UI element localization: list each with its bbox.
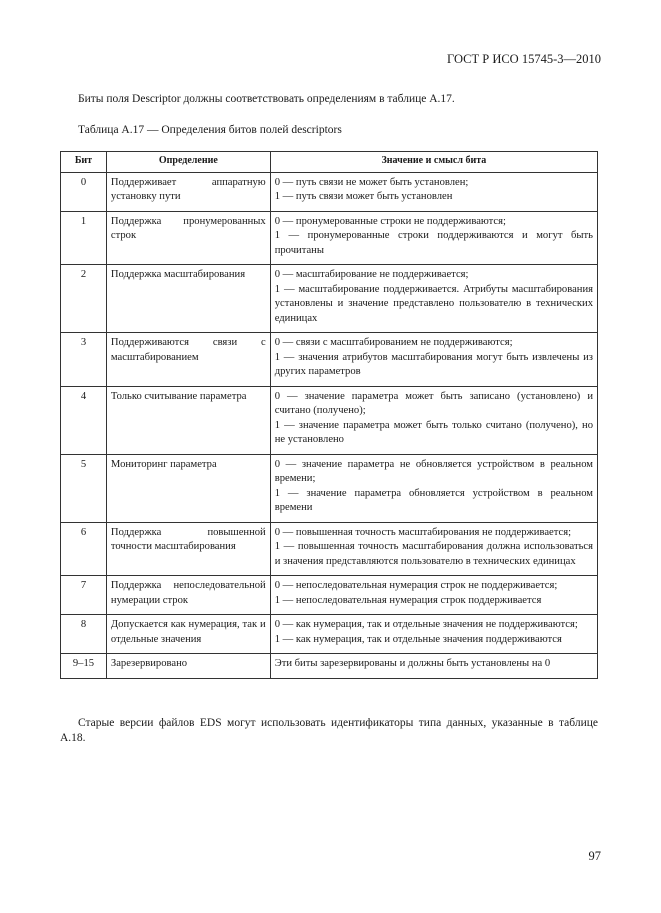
definition-cell: Поддержка непоследовательной нумерации строк: [106, 576, 270, 615]
meaning-line: 0 — связи с масштабированием не поддерживаются;: [274, 337, 513, 348]
table-caption: Таблица А.17 — Определения битов полей descriptors: [78, 124, 342, 136]
meaning-cell: [270, 386, 597, 454]
meaning-line: 1 — как нумерация, так и отдельные значения поддерживаются: [274, 633, 562, 645]
meaning-line: 1 — значение параметра обновляется устройством в реальном времени: [274, 487, 593, 513]
meaning-cell: [270, 333, 597, 387]
bit-cell: 7: [61, 576, 107, 615]
table-row: [61, 615, 598, 654]
meaning-cell: [270, 265, 597, 333]
meaning-cell: [270, 615, 597, 654]
meaning-line: 0 — повышенная точность масштабирования не поддерживается;: [274, 526, 572, 538]
column-header-meaning: Значение и смысл бита: [270, 152, 597, 173]
meaning-cell: [270, 454, 597, 522]
bit-definitions-table: [60, 151, 598, 679]
meaning-line: 0 — как нумерация, так и отдельные значения не поддерживаются;: [274, 619, 578, 630]
bit-cell: 3: [61, 333, 107, 387]
meaning-line: Эти биты зарезервированы и должны быть установлены на 0: [274, 658, 551, 669]
bit-cell: 4: [61, 386, 107, 454]
table-header-row: [61, 152, 598, 173]
table-row: [61, 454, 598, 522]
table-row: [61, 386, 598, 454]
definition-cell: Поддержка повышенной точности масштабирования: [106, 522, 270, 576]
definition-cell: Мониторинг параметра: [106, 454, 270, 522]
definition-cell: Допускается как нумерация, так и отдельные значения: [106, 615, 270, 654]
intro-paragraph: Биты поля Descriptor должны соответствовать определениям в таблице А.17.: [78, 93, 455, 105]
meaning-cell: [270, 211, 597, 265]
meaning-line: 0 — пронумерованные строки не поддерживаются;: [274, 215, 506, 227]
meaning-line: 1 — значение параметра может быть только считано (получено), но не установлено: [274, 419, 593, 445]
column-header-definition: Определение: [106, 152, 270, 173]
meaning-cell: [270, 172, 597, 211]
definition-cell: Поддержка пронумерованных строк: [106, 211, 270, 265]
page-number: 97: [588, 849, 601, 863]
meaning-line: 1 — масштабирование поддерживается. Атрибуты масштабирования установлены и значение представлено пользователю в технических единицах: [274, 283, 593, 324]
meaning-line: 0 — масштабирование не поддерживается;: [274, 269, 469, 280]
bit-cell: 8: [61, 615, 107, 654]
table-row: [61, 333, 598, 387]
meaning-line: 1 — непоследовательная нумерация строк поддерживается: [274, 594, 542, 606]
bit-cell: 5: [61, 454, 107, 522]
meaning-line: 0 — значение параметра не обновляется устройством в реальном времени;: [274, 458, 593, 484]
table-row: [61, 265, 598, 333]
definition-cell: Зарезервировано: [106, 654, 270, 679]
bit-cell: 6: [61, 522, 107, 576]
meaning-cell: [270, 576, 597, 615]
meaning-line: 0 — непоследовательная нумерация строк не поддерживается;: [274, 580, 558, 591]
meaning-line: 1 — повышенная точность масштабирования должна использоваться и значения представляются пользователю в технических единицах: [274, 541, 593, 567]
meaning-line: 1 — значения атрибутов масштабирования могут быть извлечены из других параметров: [274, 351, 593, 377]
bit-cell: 0: [61, 172, 107, 211]
document-header: ГОСТ Р ИСО 15745-3—2010: [447, 52, 601, 66]
bit-cell: 1: [61, 211, 107, 265]
table-row: [61, 654, 598, 679]
closing-paragraph: Старые версии файлов EDS могут использовать идентификаторы типа данных, указанные в таблице А.18.: [60, 717, 598, 744]
definition-cell: Поддержка масштабирования: [106, 265, 270, 333]
table-row: [61, 522, 598, 576]
bit-cell: 9–15: [61, 654, 107, 679]
definition-cell: Поддерживает аппаратную установку пути: [106, 172, 270, 211]
meaning-line: 1 — пронумерованные строки поддерживаются и могут быть прочитаны: [274, 230, 593, 256]
meaning-line: 1 — путь связи может быть установлен: [274, 191, 453, 202]
table-row: [61, 172, 598, 211]
definition-cell: Поддерживаются связи с масштабированием: [106, 333, 270, 387]
column-header-bit: Бит: [61, 152, 107, 173]
table-row: [61, 576, 598, 615]
bit-cell: 2: [61, 265, 107, 333]
definition-cell: Только считывание параметра: [106, 386, 270, 454]
meaning-cell: [270, 654, 597, 679]
meaning-cell: [270, 522, 597, 576]
meaning-line: 0 — значение параметра может быть записано (установлено) и считано (получено);: [274, 390, 593, 416]
meaning-line: 0 — путь связи не может быть установлен;: [274, 176, 469, 188]
table-row: [61, 211, 598, 265]
